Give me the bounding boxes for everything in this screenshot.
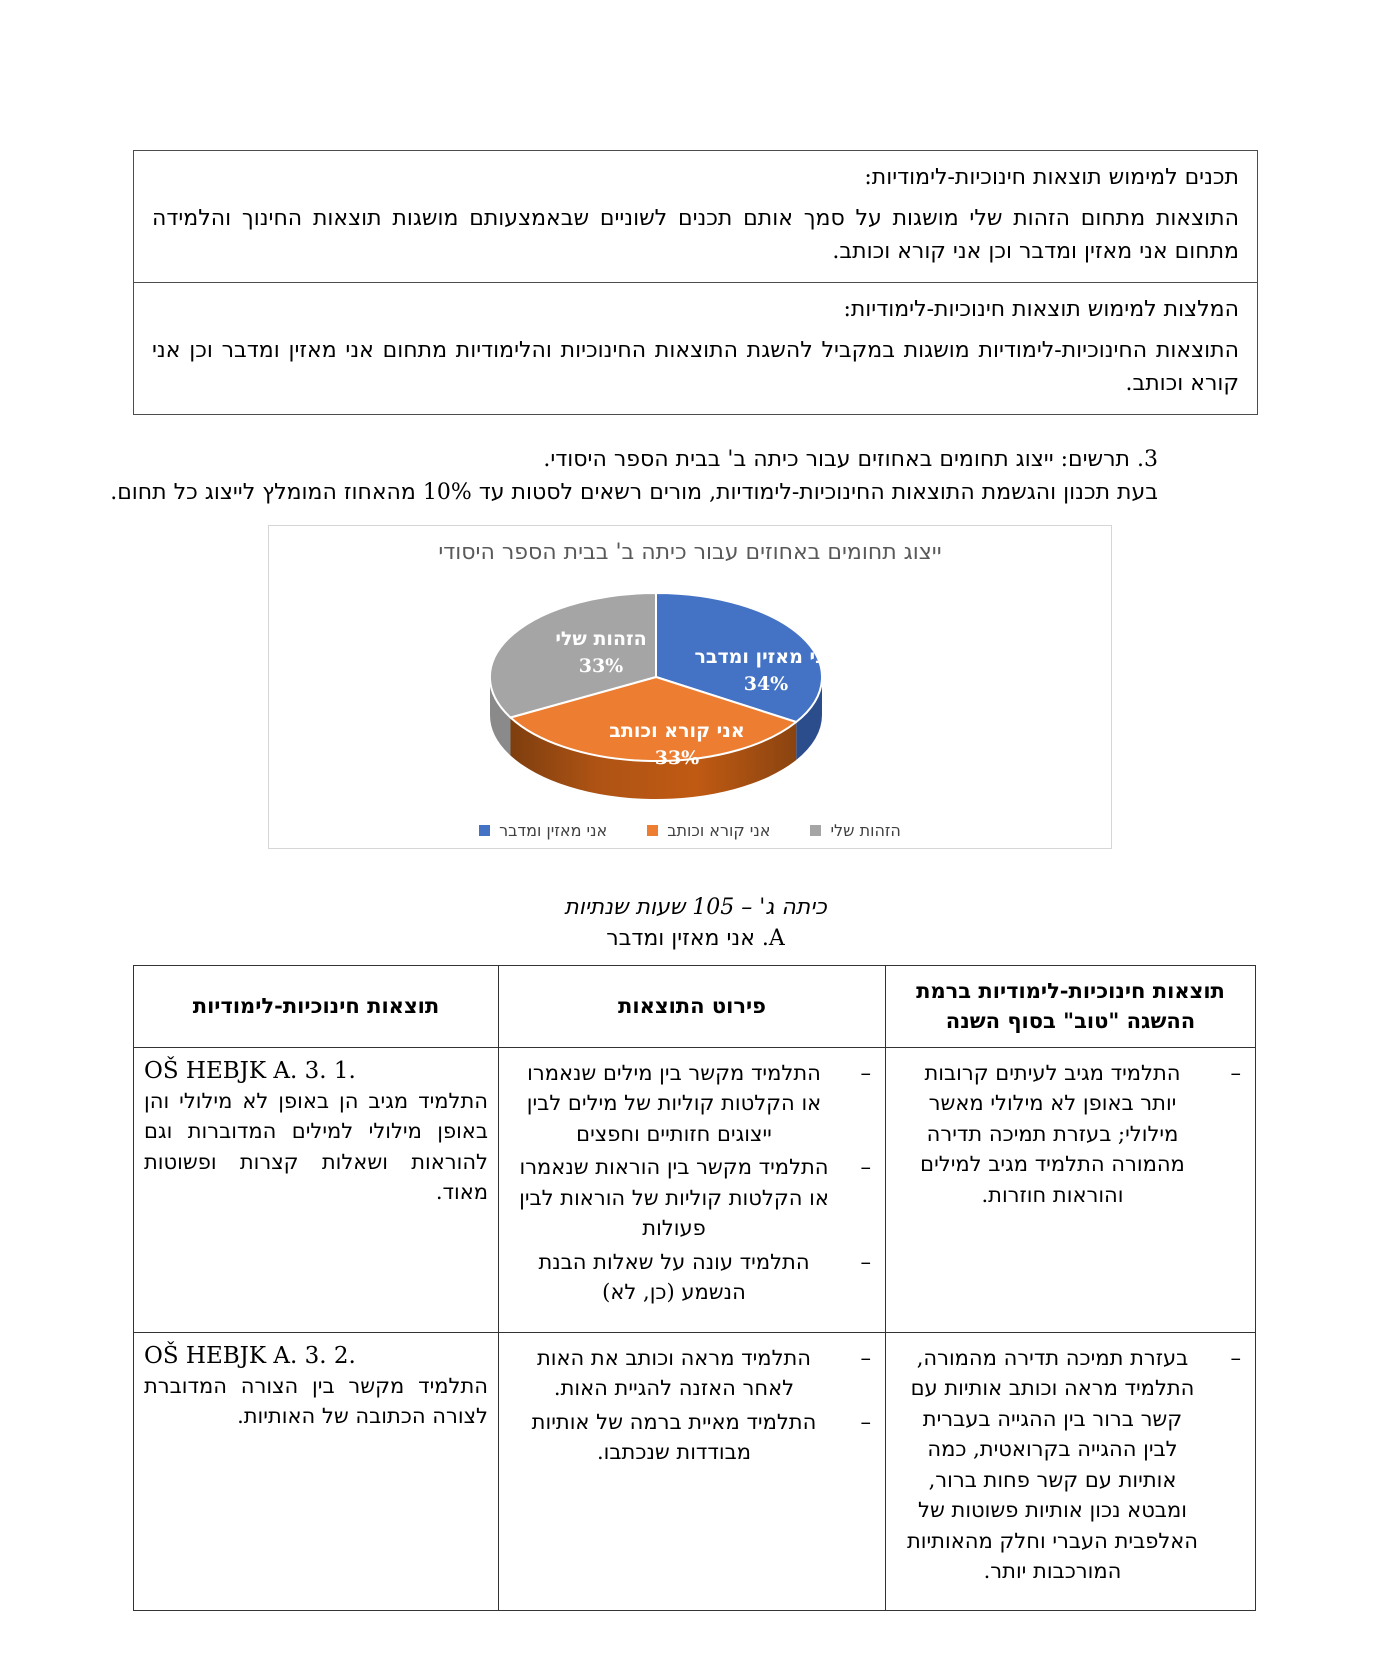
chart-title: ייצוג תחומים באחוזים עבור כיתה ב' בבית הספר היסודי [438,540,942,565]
cell-details-1 [499,1047,886,1332]
table-caption [133,895,1258,951]
recommendations-box-title: המלצות למימוש תוצאות חינוכיות-לימודיות: [843,297,1239,322]
slice-label-reading-text: אני קורא וכותב [609,720,745,742]
list-item [896,1343,1245,1587]
section-heading: 3. תרשים: ייצוג תחומים באחוזים עבור כיתה ב' בבית הספר היסודי. [543,447,1158,472]
section-note: בעת תכנון והגשמת התוצאות החינוכיות-לימודיות, מורים רשאים לסטות עד 10% מהאחוז המומלץ לייצוג כל תחום. [110,480,1158,505]
legend-entry-listening [479,821,607,840]
cell-good-level-2 [886,1332,1256,1610]
slice-label-reading [609,718,744,771]
pie-chart [268,525,1112,849]
dash-bullet: – [860,1155,871,1180]
document-content [110,150,1258,1611]
outcome-code: OŠ HEBJK A. 3. 1. [144,1057,356,1084]
detail-text: התלמיד מאיית ברמה של אותיות מבודדות שנכתבו. [531,1409,817,1465]
cell-outcome-2 [134,1332,499,1610]
list-item [509,1058,875,1149]
outcome-text: התלמיד מקשר בין הצורה המדוברת לצורה הכתובה של האותיות. [144,1373,488,1429]
pie-chart-canvas [269,526,1111,848]
slice-label-identity-pct: 33% [578,654,624,677]
outcome-code: OŠ HEBJK A. 3. 2. [144,1342,356,1369]
cell-good-level-1 [886,1047,1256,1332]
contents-box-title: תכנים למימוש תוצאות חינוכיות-לימודיות: [864,165,1239,190]
good-level-text: התלמיד מגיב לעיתים קרובות יותר באופן לא מילולי מאשר מילולי; בעזרת תמיכה תדירה מהמורה התלמיד מגיב למילים והוראות חוזרות. [920,1060,1185,1207]
slice-label-listening [694,644,837,697]
header-outcomes: תוצאות חינוכיות-לימודיות [134,966,499,1048]
contents-box-body: התוצאות מתחום הזהות שלי מושגות על סמך אותם תכנים לשוניים שבאמצעותם מושגות תוצאות החינוך והלמידה מתחום אני מאזין ומדבר וכן אני קורא וכותב. [152,206,1239,264]
dash-bullet: – [860,1249,871,1274]
slice-label-listening-text: אני מאזין ומדבר [694,646,838,668]
dash-bullet: – [1230,1060,1241,1085]
caption-domain: A. אני מאזין ומדבר [606,926,785,951]
cell-details-2 [499,1332,886,1610]
legend-entry-identity [810,821,900,840]
slice-label-listening-pct: 34% [743,672,789,695]
list-item [509,1247,875,1308]
contents-box [133,150,1258,283]
chart-legend [269,821,1111,840]
list-item [509,1152,875,1243]
dash-bullet: – [860,1409,871,1434]
list-item [509,1407,875,1468]
slice-label-identity-text: הזהות שלי [555,628,647,650]
legend-label-listening: אני מאזין ומדבר [499,821,608,840]
detail-text: התלמיד מקשר בין מילים שנאמרו או הקלטות קוליות של מילים לבין ייצוגים חזותיים וחפצים [526,1060,822,1146]
detail-text: התלמיד מראה וכותב את האות לאחר האזנה להגיית האות. [536,1345,812,1401]
cell-outcome-1 [134,1047,499,1332]
recommendations-box-body: התוצאות החינוכיות-לימודיות מושגות במקביל להשגת התוצאות החינוכיות והלימודיות מתחום אני מאזין ומדבר וכן אני קורא וכותב. [152,338,1239,396]
dash-bullet: – [860,1345,871,1370]
header-good-level: תוצאות חינוכיות-לימודיות ברמת ההשגה "טוב" בסוף השנה [886,966,1256,1048]
caption-grade-hours: כיתה ג' – 105 שעות שנתיות [564,895,827,920]
recommendations-box [133,282,1258,415]
dash-bullet: – [860,1060,871,1085]
table-row [134,1047,1256,1332]
list-item [509,1343,875,1404]
outcomes-table [133,965,1256,1611]
outcome-text: התלמיד מגיב הן באופן לא מילולי והן באופן מילולי למילים המדוברות וגם להוראות ושאלות קצרות ופשוטות מאוד. [144,1088,488,1205]
table-header-row [134,966,1256,1048]
legend-swatch-orange-icon [647,825,658,836]
good-level-text: בעזרת תמיכה תדירה מהמורה, התלמיד מראה וכותב אותיות עם קשר ברור בין ההגייה בעברית לבין ההגייה בקרואטית, כמה אותיות עם קשר פחות ברור, ומבטא נכון אותיות פשוטות של האלפבית העברי וחלק מהאותיות המורכבות יותר. [906,1345,1199,1583]
legend-label-reading: אני קורא וכותב [667,821,771,840]
list-item [896,1058,1245,1210]
legend-label-identity: הזהות שלי [830,821,901,840]
slice-label-identity [555,626,646,679]
slice-label-reading-pct: 33% [654,746,700,769]
table-row [134,1332,1256,1610]
dash-bullet: – [1230,1345,1241,1370]
detail-text: התלמיד מקשר בין הוראות שנאמרו או הקלטות קוליות של הוראות לבין פעולות [519,1155,829,1241]
legend-swatch-gray-icon [810,825,821,836]
detail-text: התלמיד עונה על שאלות הבנת הנשמע (כן, לא) [538,1249,810,1304]
section-3 [110,443,1258,509]
legend-swatch-blue-icon [479,825,490,836]
legend-entry-reading [647,821,770,840]
header-details: פירוט התוצאות [499,966,886,1048]
